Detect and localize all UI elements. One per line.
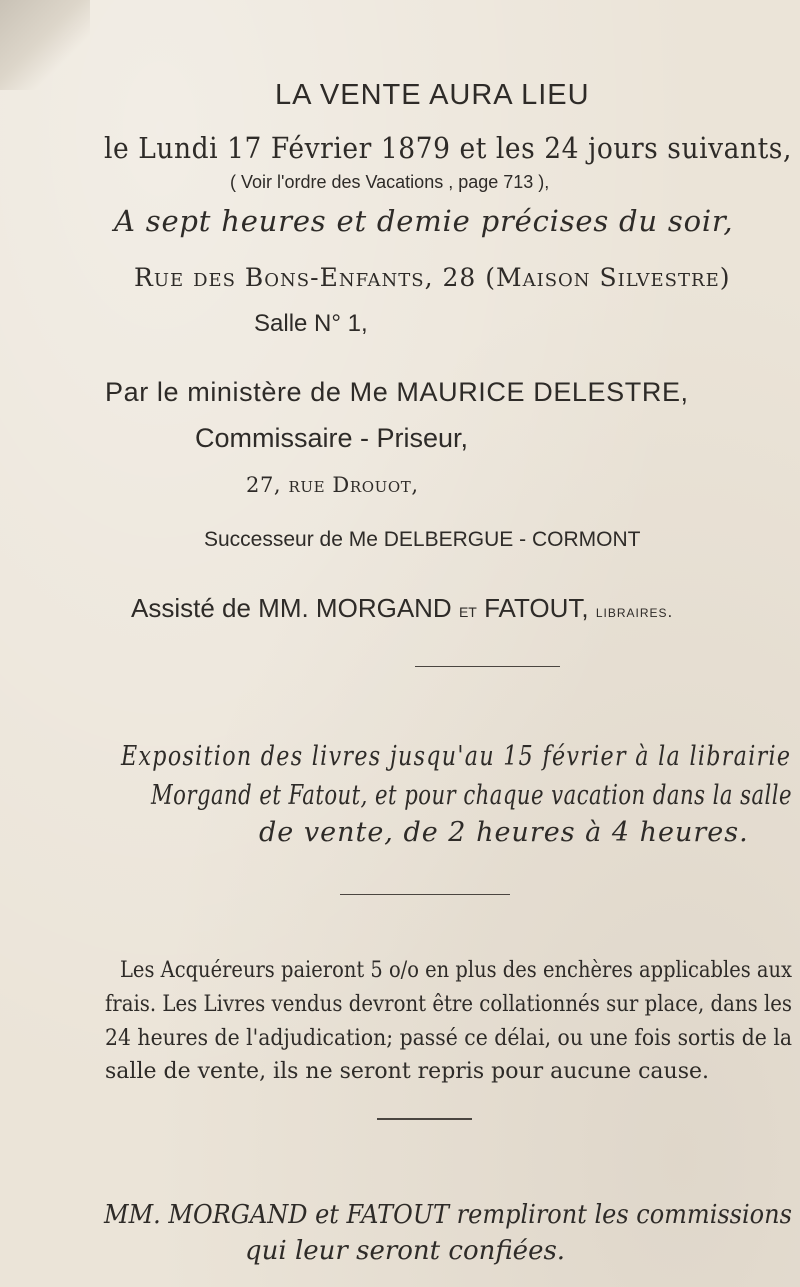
- commissions-line-2: qui leur seront confiées.: [245, 1236, 566, 1267]
- booksellers-name-2: FATOUT,: [484, 592, 589, 623]
- booksellers-title: libraires.: [595, 601, 674, 621]
- exposition-line-1: Exposition des livres jusqu'au 15 février à la librairie: [121, 740, 792, 772]
- sale-room: Salle N° 1,: [254, 309, 368, 337]
- conditions-line-2: frais. Les Livres vendus devront être collationnés sur place, dans les: [105, 991, 793, 1017]
- conditions-line-4: salle de vente, ils ne seront repris pour aucune cause.: [105, 1059, 709, 1085]
- conditions-line-3: 24 heures de l'adjudication; passé ce délai, ou une fois sortis de la: [105, 1025, 793, 1051]
- auctioneer-title: Commissaire - Priseur,: [195, 422, 469, 453]
- sale-heading: LA VENTE AURA LIEU: [275, 79, 590, 112]
- conditions-line-1: Les Acquéreurs paieront 5 o/o en plus des enchères applicables aux: [120, 957, 793, 983]
- page-corner-fold: [0, 0, 90, 90]
- divider-2: [340, 894, 510, 895]
- exposition-line-3: de vente, de 2 heures à 4 heures.: [259, 817, 749, 849]
- exposition-line-2: Morgand et Fatout, et pour chaque vacation dans la salle: [151, 779, 793, 811]
- divider-3: [377, 1118, 472, 1120]
- sale-time: A sept heures et demie précises du soir,: [114, 204, 734, 239]
- commissions-line-1: MM. MORGAND et FATOUT rempliront les commissions: [104, 1199, 792, 1230]
- booksellers-line: [131, 593, 673, 624]
- divider-1: [415, 666, 560, 667]
- booksellers-name-1: Assisté de MM. MORGAND: [131, 592, 452, 623]
- auctioneer-address: 27, rue Drouot,: [246, 473, 419, 498]
- successor-line: Successeur de Me DELBERGUE - CORMONT: [204, 527, 641, 551]
- sale-address: Rue des Bons-Enfants, 28 (Maison Silvestre): [134, 262, 731, 292]
- booksellers-et: et: [458, 599, 477, 622]
- sale-date: le Lundi 17 Février 1879 et les 24 jours suivants,: [104, 131, 792, 166]
- auctioneer-line: Par le ministère de Me MAURICE DELESTRE,: [105, 376, 689, 407]
- vacations-note: ( Voir l'ordre des Vacations , page 713 ),: [230, 171, 550, 192]
